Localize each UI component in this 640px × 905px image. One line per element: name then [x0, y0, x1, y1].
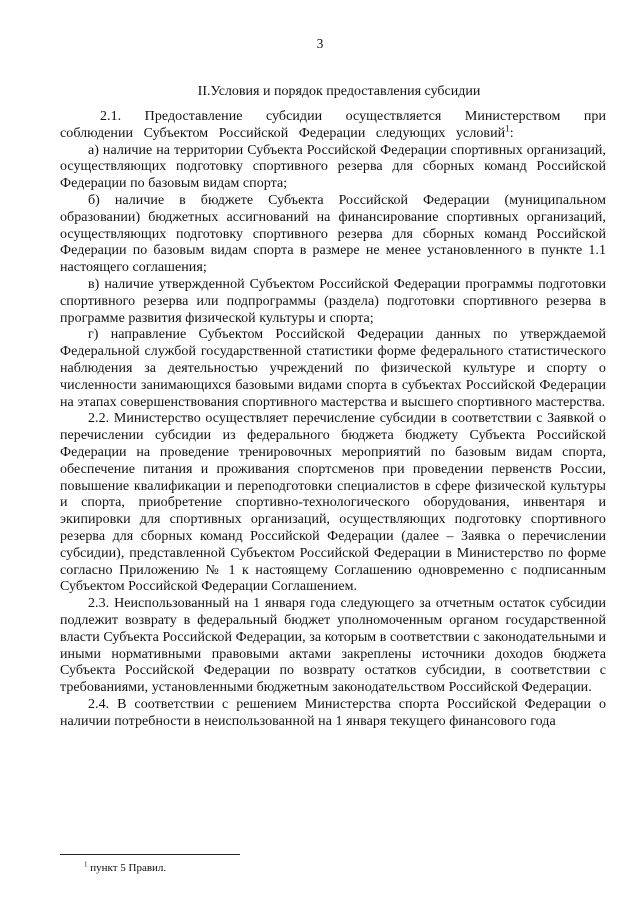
condition-b: б) наличие в бюджете Субъекта Российской Федерации (муниципальном образовании) бюджетных ассигнований на финансирование спортивных организаций, осуществляющих подготовку спортивного резерва для сборных команд Российской Федерации по базовым видам спорта в размере не менее установленного в пункте 1.1 настоящего соглашения;: [60, 192, 606, 276]
paragraph-2-1: [60, 109, 606, 143]
footnote-marker: 1: [84, 860, 88, 869]
footnote-ref: 1: [505, 123, 510, 134]
page-number: 3: [316, 36, 324, 51]
footnote: [84, 862, 166, 874]
document-body: [60, 84, 606, 730]
paragraph-2-2: 2.2. Министерство осуществляет перечисление субсидии в соответствии с Заявкой о перечислении субсидии из федерального бюджета бюджету Субъекта Российской Федерации на проведение тренировочных мероприятий по базовым видам спорта, обеспечение питания и проживания спортсменов при проведении первенств России, повышение квалификации и переподготовки специалистов в сфере физической культуры и спорта, приобретение спортивно-технологического оборудования, инвентаря и экипировки для спортивных организаций, осуществляющих подготовку спортивного резерва для сборных команд Российской Федерации (далее – Заявка о перечислении субсидии), представленной Субъектом Российской Федерации в Министерство по форме согласно Приложению № 1 к настоящему Соглашению одновременно с подписанным Субъектом Российской Федерации Соглашением.: [60, 411, 606, 595]
footnote-text: пункт 5 Правил.: [87, 862, 167, 874]
condition-a: а) наличие на территории Субъекта Российской Федерации спортивных организаций, осуществляющих подготовку спортивного резерва для сборных команд Российской Федерации по базовым видам спорта;: [60, 142, 606, 192]
paragraph-2-1-colon: :: [509, 125, 514, 141]
footnote-divider: [60, 854, 240, 855]
condition-g: г) направление Субъектом Российской Федерации данных по утверждаемой Федеральной службой государственной статистики форме федерального статистического наблюдения за деятельностью учреждений по физической культуре и спорту о численности занимающихся базовыми видами спорта в субъектах Российской Федерации на этапах совершенствования спортивного мастерства и высшего спортивного мастерства.: [60, 327, 606, 410]
section-title: II.Условия и порядок предоставления субсидии: [197, 84, 481, 99]
paragraph-2-1-text: 2.1. Предоставление субсидии осуществляется Министерством при соблюдении Субъектом Российской Федерации следующих условий: [60, 109, 606, 141]
condition-v: в) наличие утвержденной Субъектом Российской Федерации программы подготовки спортивного резерва или подпрограммы (раздела) подготовки спортивного резерва в программе развития физической культуры и спорта;: [60, 276, 606, 326]
paragraph-2-4: 2.4. В соответствии с решением Министерства спорта Российской Федерации о наличии потребности в неиспользованной на 1 января текущего финансового года: [60, 696, 606, 729]
paragraph-2-3: 2.3. Неиспользованный на 1 января года следующего за отчетным остаток субсидии подлежит возврату в федеральный бюджет уполномоченным органом государственной власти Субъекта Российской Федерации, за которым в соответствии с законодательными и иными нормативными правовыми актами закреплены источники доходов бюджета Субъекта Российской Федерации по возврату остатков субсидии, в соответствии с требованиями, установленными бюджетным законодательством Российской Федерации.: [60, 596, 606, 696]
